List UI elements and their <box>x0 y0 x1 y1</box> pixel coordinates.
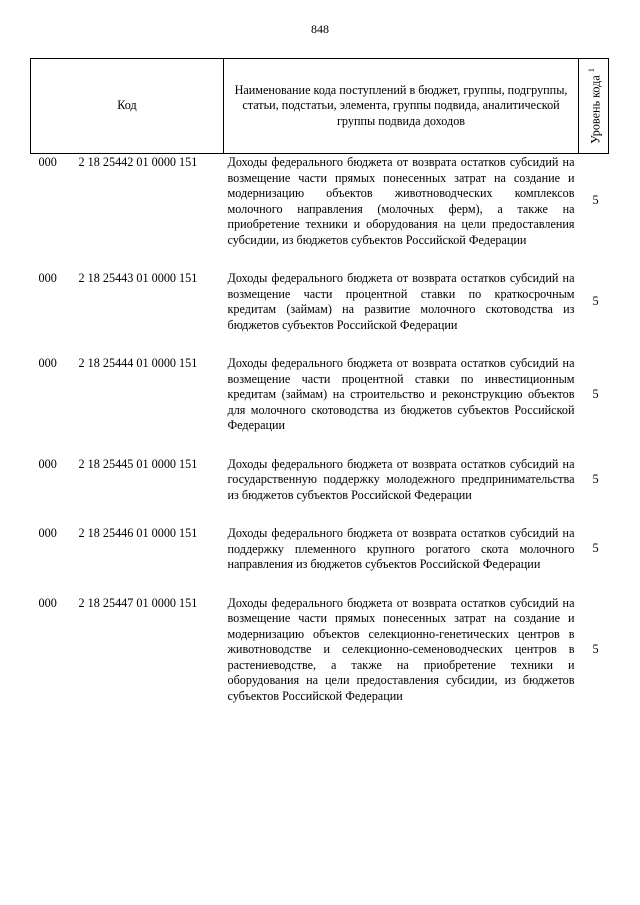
table-header <box>31 59 609 154</box>
row-spacer <box>31 434 609 456</box>
code-level-cell: 5 <box>592 193 599 208</box>
income-code-cell: 2 18 25442 01 0000 151 <box>78 155 198 169</box>
row-spacer <box>31 573 609 595</box>
table-row <box>31 154 609 249</box>
code-level-cell: 5 <box>592 541 599 555</box>
code-level-cell: 5 <box>592 641 599 656</box>
admin-code-cell: 000 <box>38 526 57 540</box>
admin-code-cell: 000 <box>38 456 57 471</box>
header-level <box>579 59 609 154</box>
header-name: Наименование кода поступлений в бюджет, группы, подгруппы, статьи, подстатьи, элемента, группы подвида, аналитической группы подвида доходов <box>224 59 579 154</box>
table-row <box>31 595 609 705</box>
code-level-cell: 5 <box>592 386 599 401</box>
income-code-cell: 2 18 25445 01 0000 151 <box>78 456 198 471</box>
row-spacer-cell <box>31 503 609 525</box>
admin-code-cell: 000 <box>38 271 57 285</box>
header-code: Код <box>31 59 224 154</box>
admin-code-cell: 000 <box>38 155 57 169</box>
table-row <box>31 456 609 504</box>
income-code-cell: 2 18 25447 01 0000 151 <box>78 595 198 610</box>
income-name-cell: Доходы федерального бюджета от возврата остатков субсидий на возмещение части прямых понесенных затрат на создание и модернизацию объектов селекционно-генетических центров в животноводстве и селекционно-семеноводческих центров в растениеводстве, а также на приобретение техники и оборудования на цели предоставления субсидии, из бюджетов субъектов Российской Федерации <box>227 595 575 703</box>
income-name-cell: Доходы федерального бюджета от возврата остатков субсидий на поддержку племенного крупного рогатого скота молочного направления из бюджетов субъектов Российской Федерации <box>227 526 575 571</box>
income-name-cell: Доходы федерального бюджета от возврата остатков субсидий на возмещение части прямых понесенных затрат на создание и модернизацию объектов животноводческих комплексов молочного направления (молочных ферм), а также на приобретение техники и оборудования на цели предоставления субсидии, из бюджетов субъектов Российской Федерации <box>227 155 575 247</box>
page-number: 848 <box>311 22 329 36</box>
admin-code-cell: 000 <box>38 595 57 610</box>
income-code-cell: 2 18 25444 01 0000 151 <box>78 356 198 370</box>
income-codes-table <box>30 58 609 704</box>
header-level-label <box>584 68 604 144</box>
row-spacer <box>31 333 609 355</box>
row-spacer-cell <box>31 434 609 456</box>
income-code-cell: 2 18 25446 01 0000 151 <box>78 526 198 540</box>
table-row <box>31 355 609 434</box>
header-level-footnote: 1 <box>586 68 596 73</box>
code-level-cell: 5 <box>592 293 599 308</box>
row-spacer-cell <box>31 573 609 595</box>
table-row <box>31 525 609 573</box>
row-spacer <box>31 248 609 270</box>
row-spacer-cell <box>31 333 609 355</box>
row-spacer-cell <box>31 248 609 270</box>
income-code-cell: 2 18 25443 01 0000 151 <box>78 271 198 285</box>
admin-code-cell: 000 <box>38 356 57 370</box>
code-level-cell: 5 <box>592 471 599 486</box>
income-name-cell: Доходы федерального бюджета от возврата остатков субсидий на возмещение части процентной ставки по инвестиционным кредитам (займам) на строительство и реконструкцию объектов для молочного скотоводства из бюджетов субъектов Российской Федерации <box>227 356 575 432</box>
row-spacer <box>31 503 609 525</box>
header-level-text: Уровень кода <box>587 75 602 144</box>
income-name-cell: Доходы федерального бюджета от возврата остатков субсидий на возмещение части процентной ставки по краткосрочным кредитам (займам) на развитие молочного скотоводства из бюджетов субъектов Российской Федерации <box>227 271 575 332</box>
income-name-cell: Доходы федерального бюджета от возврата остатков субсидий на государственную поддержку молодежного предпринимательства из бюджетов субъектов Российской Федерации <box>227 456 575 502</box>
table-body <box>31 154 609 705</box>
table-row <box>31 270 609 333</box>
